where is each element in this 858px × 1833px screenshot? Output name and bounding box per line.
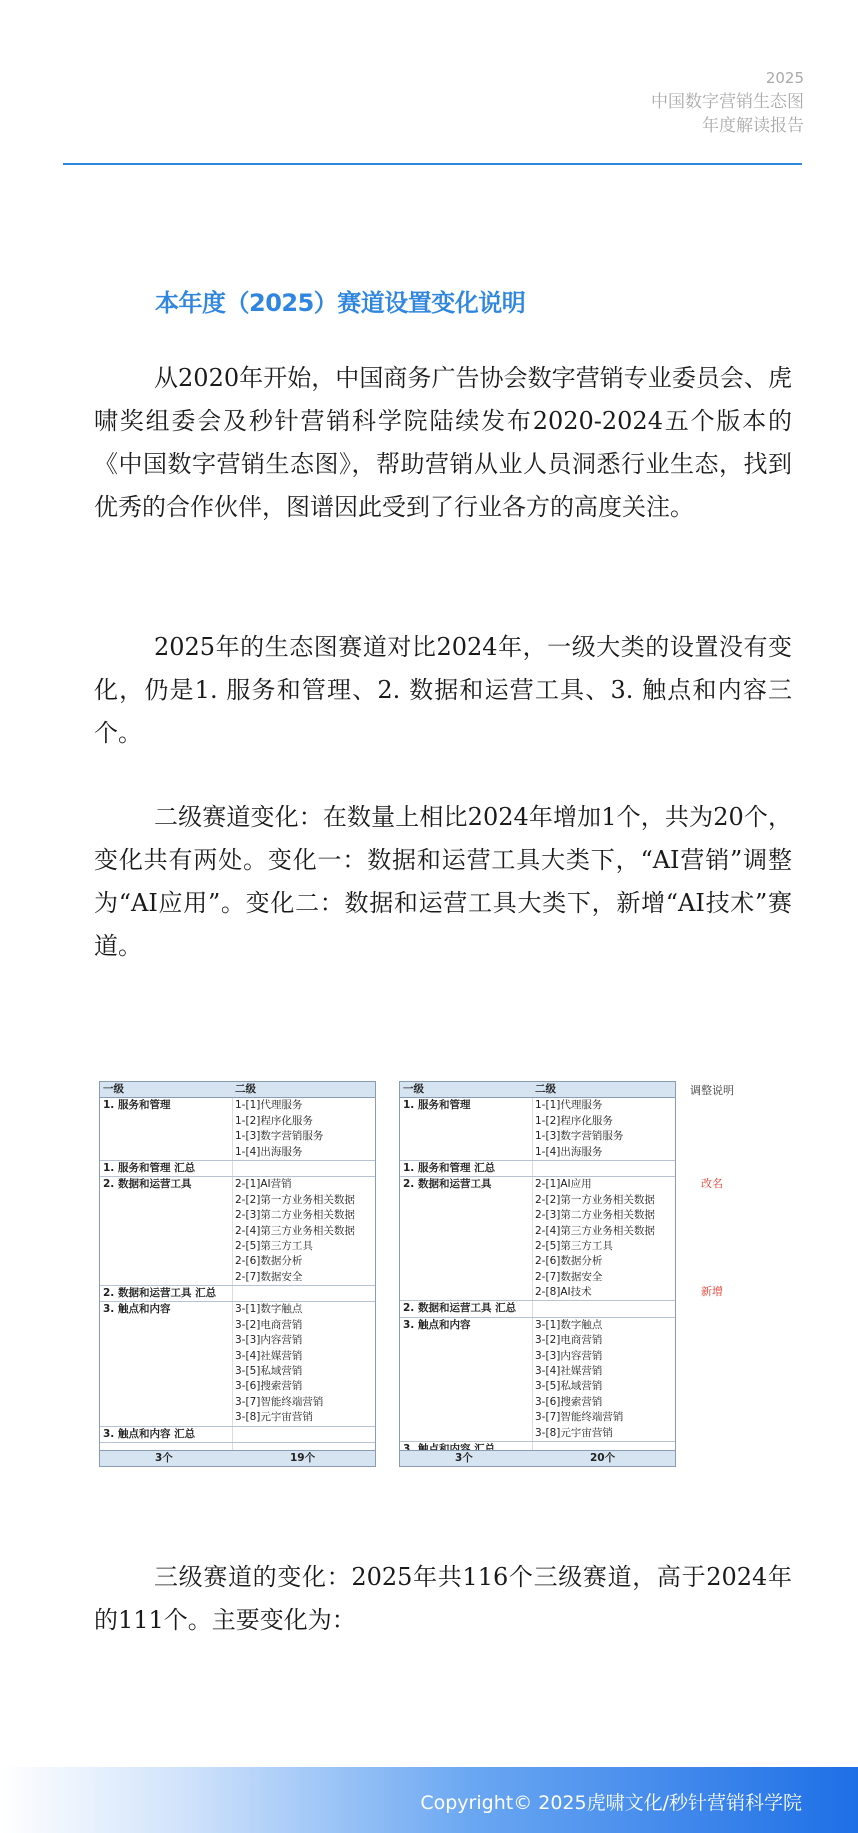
cell-level2: 3-[1]数字触点 <box>535 1318 603 1331</box>
table-row <box>100 1177 375 1192</box>
table-summary-row <box>400 1300 675 1317</box>
cell-level2: 2-[8]AI技术 <box>535 1286 592 1299</box>
cell-level2: 3-[2]电商营销 <box>235 1318 303 1331</box>
table-row <box>400 1239 675 1254</box>
table-row <box>100 1239 375 1254</box>
section-title: 本年度（2025）赛道设置变化说明 <box>155 289 526 317</box>
cell-level1: 2. 数据和运营工具 <box>403 1178 492 1191</box>
table-row <box>100 1208 375 1223</box>
table-footer-row <box>100 1450 375 1466</box>
footer-count-level2: 20个 <box>590 1451 616 1464</box>
table-row <box>400 1349 675 1364</box>
table-row <box>400 1364 675 1379</box>
cell-level2: 3-[3]内容营销 <box>235 1334 303 1347</box>
page-header <box>651 68 804 138</box>
table-row <box>100 1333 375 1348</box>
table-row <box>400 1129 675 1144</box>
cell-level1: 1. 服务和管理 汇总 <box>403 1161 496 1174</box>
table-row <box>400 1285 675 1300</box>
cell-level2: 2-[7]数据安全 <box>235 1270 303 1283</box>
table-row <box>400 1098 675 1113</box>
table-row <box>100 1364 375 1379</box>
table-row <box>400 1318 675 1333</box>
table-row <box>100 1349 375 1364</box>
table-footer-row <box>400 1450 675 1466</box>
cell-level1: 1. 服务和管理 <box>103 1099 171 1112</box>
table-row <box>400 1410 675 1425</box>
cell-level1: 2. 数据和运营工具 汇总 <box>403 1302 517 1315</box>
new-note: 新增 <box>701 1285 723 1298</box>
table-body <box>400 1098 675 1458</box>
cell-level2: 2-[5]第三方工具 <box>535 1239 613 1252</box>
table-row <box>400 1224 675 1239</box>
page-footer <box>0 1767 858 1833</box>
col-header-level2: 二级 <box>535 1083 556 1095</box>
table-summary-row <box>100 1426 375 1443</box>
cell-level2: 2-[2]第一方业务相关数据 <box>535 1193 655 1206</box>
table-row <box>400 1254 675 1269</box>
cell-level2: 2-[6]数据分析 <box>235 1255 303 1268</box>
table-row <box>400 1177 675 1192</box>
cell-level2: 1-[4]出海服务 <box>535 1145 603 1158</box>
table-row <box>100 1410 375 1425</box>
cell-level1: 3. 触点和内容 <box>403 1318 471 1331</box>
table-header-row <box>400 1082 675 1098</box>
table-row <box>400 1193 675 1208</box>
table-row <box>100 1379 375 1394</box>
table-summary-row <box>100 1285 375 1302</box>
table-row <box>100 1114 375 1129</box>
table-row <box>100 1395 375 1410</box>
footer-count-level1: 3个 <box>455 1451 473 1464</box>
cell-level2: 3-[2]电商营销 <box>535 1334 603 1347</box>
cell-level2: 3-[3]内容营销 <box>535 1349 603 1362</box>
cell-level2: 3-[4]社媒营销 <box>535 1365 603 1378</box>
cell-level2: 2-[6]数据分析 <box>535 1255 603 1268</box>
table-row <box>400 1270 675 1285</box>
table-summary-row <box>400 1160 675 1177</box>
table-row <box>400 1114 675 1129</box>
cell-level2: 1-[2]程序化服务 <box>535 1114 613 1127</box>
table-row <box>400 1426 675 1441</box>
table-row <box>100 1129 375 1144</box>
rename-note: 改名 <box>701 1177 723 1190</box>
header-year: 2025 <box>765 69 804 87</box>
table-row <box>400 1145 675 1160</box>
cell-level1: 1. 服务和管理 汇总 <box>103 1161 196 1174</box>
cell-level2: 2-[7]数据安全 <box>535 1270 603 1283</box>
footer-count-level1: 3个 <box>155 1451 173 1464</box>
table-row <box>400 1333 675 1348</box>
paragraph-3: 二级赛道变化：在数量上相比2024年增加1个，共为20个，变化共有两处。变化一：数据和运营工具大类下，“AI营销”调整为“AI应用”。变化二：数据和运营工具大类下，新增“AI技术”赛道。 <box>94 803 792 960</box>
cell-level2: 3-[1]数字触点 <box>235 1303 303 1316</box>
cell-level1: 1. 服务和管理 <box>403 1099 471 1112</box>
col-header-level1: 一级 <box>103 1083 124 1095</box>
cell-level1: 2. 数据和运营工具 <box>103 1178 192 1191</box>
table-row <box>100 1302 375 1317</box>
cell-level2: 3-[4]社媒营销 <box>235 1349 303 1362</box>
table-row <box>100 1254 375 1269</box>
table-row <box>100 1145 375 1160</box>
cell-level2: 1-[4]出海服务 <box>235 1145 303 1158</box>
cell-level2: 3-[8]元宇宙营销 <box>235 1411 313 1424</box>
copyright-text: Copyright© 2025虎啸文化/秒针营销科学院 <box>420 1792 802 1814</box>
cell-level2: 1-[2]程序化服务 <box>235 1114 313 1127</box>
col-header-level1: 一级 <box>403 1083 424 1095</box>
cell-level2: 2-[1]AI营销 <box>235 1178 292 1191</box>
col-header-level2: 二级 <box>235 1083 256 1095</box>
cell-level2: 3-[7]智能终端营销 <box>235 1395 324 1408</box>
cell-level2: 1-[3]数字营销服务 <box>535 1130 624 1143</box>
adjustment-note-header: 调整说明 <box>690 1084 734 1097</box>
cell-level1: 3. 触点和内容 <box>103 1303 171 1316</box>
cell-level2: 3-[8]元宇宙营销 <box>535 1426 613 1439</box>
cell-level2: 3-[6]搜索营销 <box>235 1380 303 1393</box>
cell-level2: 2-[2]第一方业务相关数据 <box>235 1193 355 1206</box>
cell-level2: 2-[3]第二方业务相关数据 <box>535 1209 655 1222</box>
table-body <box>100 1098 375 1443</box>
comparison-table-2024 <box>99 1081 376 1467</box>
cell-level2: 2-[4]第三方业务相关数据 <box>535 1224 655 1237</box>
table-row <box>100 1193 375 1208</box>
header-title-line2: 年度解读报告 <box>702 116 804 136</box>
cell-level2: 1-[1]代理服务 <box>235 1099 303 1112</box>
paragraph-4: 三级赛道的变化：2025年共116个三级赛道，高于2024年的111个。主要变化为： <box>94 1563 792 1634</box>
table-row <box>100 1270 375 1285</box>
table-row <box>100 1318 375 1333</box>
cell-level2: 1-[1]代理服务 <box>535 1099 603 1112</box>
cell-level1: 2. 数据和运营工具 汇总 <box>103 1287 217 1300</box>
cell-level2: 2-[1]AI应用 <box>535 1178 592 1191</box>
cell-level2: 2-[3]第二方业务相关数据 <box>235 1209 355 1222</box>
table-row <box>400 1395 675 1410</box>
cell-level2: 1-[3]数字营销服务 <box>235 1130 324 1143</box>
cell-level2: 3-[7]智能终端营销 <box>535 1411 624 1424</box>
table-row <box>100 1224 375 1239</box>
table-row <box>400 1379 675 1394</box>
table-row <box>100 1098 375 1113</box>
cell-level1: 3. 触点和内容 汇总 <box>103 1427 196 1440</box>
cell-level2: 2-[4]第三方业务相关数据 <box>235 1224 355 1237</box>
cell-level2: 2-[5]第三方工具 <box>235 1239 313 1252</box>
header-title-line1: 中国数字营销生态图 <box>651 92 804 112</box>
table-row <box>400 1208 675 1223</box>
paragraph-2: 2025年的生态图赛道对比2024年，一级大类的设置没有变化，仍是1. 服务和管理、2. 数据和运营工具、3. 触点和内容三个。 <box>94 633 792 747</box>
table-summary-row <box>100 1160 375 1177</box>
paragraph-1: 从2020年开始，中国商务广告协会数字营销专业委员会、虎啸奖组委会及秒针营销科学院陆续发布2020-2024五个版本的《中国数字营销生态图》，帮助营销从业人员洞悉行业生态，找到优秀的合作伙伴，图谱因此受到了行业各方的高度关注。 <box>94 364 792 521</box>
footer-count-level2: 19个 <box>290 1451 316 1464</box>
cell-level2: 3-[6]搜索营销 <box>535 1395 603 1408</box>
header-divider <box>63 163 802 165</box>
comparison-table-2025 <box>399 1081 676 1467</box>
table-header-row <box>100 1082 375 1098</box>
cell-level2: 3-[5]私域营销 <box>535 1380 603 1393</box>
cell-level2: 3-[5]私域营销 <box>235 1365 303 1378</box>
